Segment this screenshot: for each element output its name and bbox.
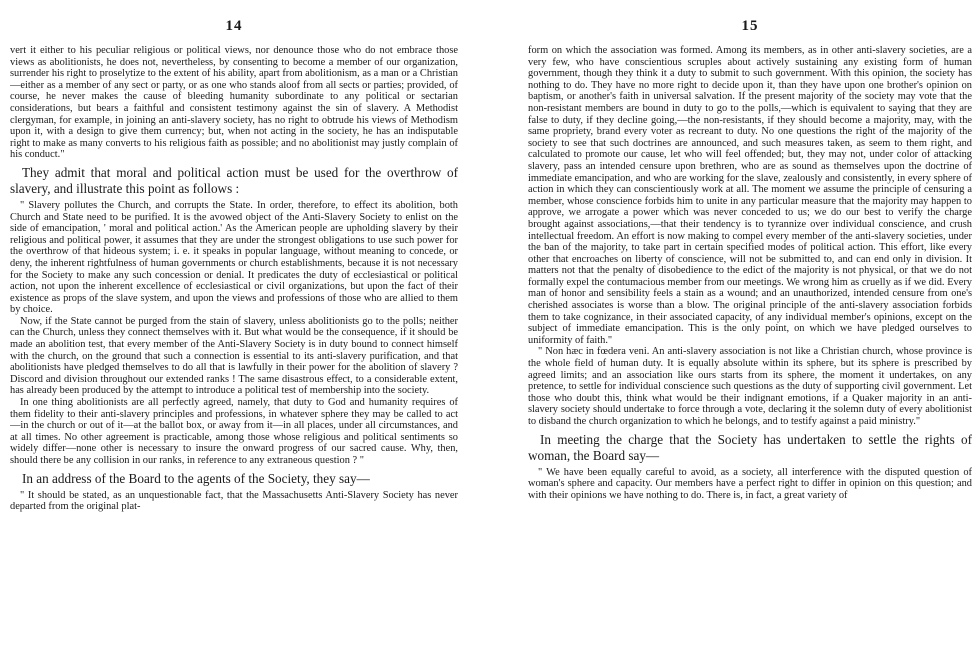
paragraph: " Non hæc in fœdera veni. An anti-slavery association is not like a Christian church, whose province is the whole field of human duty. It is equally absolute within its sphere, but its sphere is prescribed by agreed limits; and an association like ours starts from its sphere, the moment it undertakes, on any pretence, to settle for individual conscience such questions as the duty of supporting civil government. Let those who doubt this, think what would be their indignant emotions, if a Quaker majority in an anti-slavery society should undertake to force through a vote, declaring it the solemn duty of every abolitionist to disband the church organization to which he belongs, and to testify against a paid ministry." (528, 346, 972, 427)
paragraph: " We have been equally careful to avoid, as a society, all interference with the disputed question of woman's sphere and capacity. Our members have a perfect right to differ in opinion on this question; and with their opinions we have nothing to do. There is, in fact, a great variety of (528, 466, 972, 501)
paragraph: In one thing abolitionists are all perfectly agreed, namely, that duty to God and humanity requires of them fidelity to their anti-slavery principles and professions, in whatever sphere they may be called to act—in the church or out of it—at the ballot box, or away from it—in all places, under all circumstances, and at all times. No other agreement is practicable, among those whose religious and political sentiments so widely differ—none other is necessary to insure the onward progress of our sacred cause. Why, then, should there be any collision in our ranks, in reference to any extraneous question ? " (10, 397, 458, 466)
paragraph: " Slavery pollutes the Church, and corrupts the State. In order, therefore, to effect its abolition, both Church and State need to be purified. It is the avowed object of the Anti-Slavery Society to enlist on the side of emancipation, ' moral and political action.' As the American people are upholding slavery by their religious and political power, it assumes that they are under the strongest obligations to use such power for the overthrow of that hideous system; i. e. it speaks in popular language, without meaning to concede, or deny, the inherent rightfulness of human governments or church establishments, because it is not necessary for the Society to make any such concession or denial. It predicates the duty of ecclesiastical or political action, not upon the inherent excellence of ecclesiastical or civil organizations, but upon the fact of their existence as props of the slave system, and upon the views and professions of those who are allied to them by choice. (10, 199, 458, 316)
paragraph-lead: They admit that moral and political action must be used for the overthrow of slavery, and illustrate this point as follows : (10, 164, 458, 196)
page-number: 14 (225, 18, 243, 34)
paragraph: vert it either to his peculiar religious or political views, nor denounce those who do not embrace those views as abolitionists, he does not, nevertheless, by consenting to become a member of our organization, surrender his right to proselytize to the extent of his ability, apart from abolitionism, as a man or a Christian—either as a member of any sect or party, or as one who stands aloof from all sects or parties; provided, of course, he never makes the cause of bleeding humanity subordinate to any political or sectarian considerations, but bears a faithful and consistent testimony against the sin of slavery. A Methodist clergyman, for example, in joining an anti-slavery society, has no right to obtrude his views of Methodism upon it, with a design to give them currency; but, when not acting in the society, he has an indisputable right to make as many converts to his religious faith as possible; and no abolitionist may justly complain of his conduct." (10, 45, 458, 161)
left-page (10, 0, 458, 658)
paragraph-lead: In an address of the Board to the agents of the Society, they say— (22, 470, 370, 486)
paragraph: " It should be stated, as an unquestionable fact, that the Massachusetts Anti-Slavery Society has never departed from the original plat- (10, 489, 458, 513)
paragraph: form on which the association was formed. Among its members, as in other anti-slavery societies, are a very few, who have conscientious scruples about actively sustaining any existing form of human government, though they think it a duty to submit to such government. With this opinion, the society has nothing to do. They have no more right to decide upon it, than they have upon one brother's opinion on baptism, or another's faith in universal salvation. If the present majority of the society may vote that the non-resistant members are bound in duty to go to the polls,—which is equivalent to saying that they are false to duty, if they decline going,—the non-resistants, if they should become a majority, may, with the same propriety, brand every voter as recreant to duty. No one questions the right of the majority of the society to see that such doctrines are announced, and such measures taken, as seem to them right, and calculated to promote our cause, let who will feel offended; but, they may not, under color of attacking slavery, pass an intended censure upon brethren, who are as sound as themselves upon the doctrine of immediate emancipation, and who are working for the slave, zealously and consistently, in every sphere of action in which they can conscientiously work at all. The moment we assume the principle of censuring a member, whose conscience forbids him to unite in any particular measure that the majority may happen to approve, we arrogate a power which was never conceded to us; we do our best to verify the charge brought against associations,—that their tendency is to tyrannize over individual conscience, and crush intellectual freedom. An effort is now making to compel every member of the anti-slavery societies, under the ban of the majority, to take part in certain specified modes of political action. This effort, like every other that encroaches on liberty of conscience, will not be submitted to, and can end only in division. It matters not that the penalty of disobedience to the edict of the majority is not physical, or that we do not formally expel the contumacious member from our meetings. We wrong him as cruelly as if we did. Every man of honor and sensibility feels a stain as a wound; and an unauthorized, intended censure from one's cherished associates is worse than a blow. The original principle of the anti-slavery association forbids them to take cognizance, in their associated capacity, of any individual member's opinions, except on the subject of immediate emancipation. This is the only point, on which we have pledged ourselves to uniformity of faith." (528, 45, 972, 346)
paragraph: Now, if the State cannot be purged from the stain of slavery, unless abolitionists go to the polls; neither can the Church, unless they connect themselves with it. But what would be the consequence, if it should be made an abolition test, that every member of the Anti-Slavery Society is in duty bound to connect himself with the church, on the ground that such a connection is essential to its anti-slavery purification, and that abolitionists have pledged themselves to do all that is lawfully in their power for the abolition of slavery ? Discord and division throughout our extended ranks ! The same disastrous effect, to a considerable extent, has already been produced by the attempt to introduce a political test of membership into the society. (10, 315, 458, 397)
page-number: 15 (741, 18, 759, 34)
right-page (528, 0, 972, 658)
paragraph-lead: In meeting the charge that the Society has undertaken to settle the rights of woman, the Board say— (528, 431, 972, 463)
